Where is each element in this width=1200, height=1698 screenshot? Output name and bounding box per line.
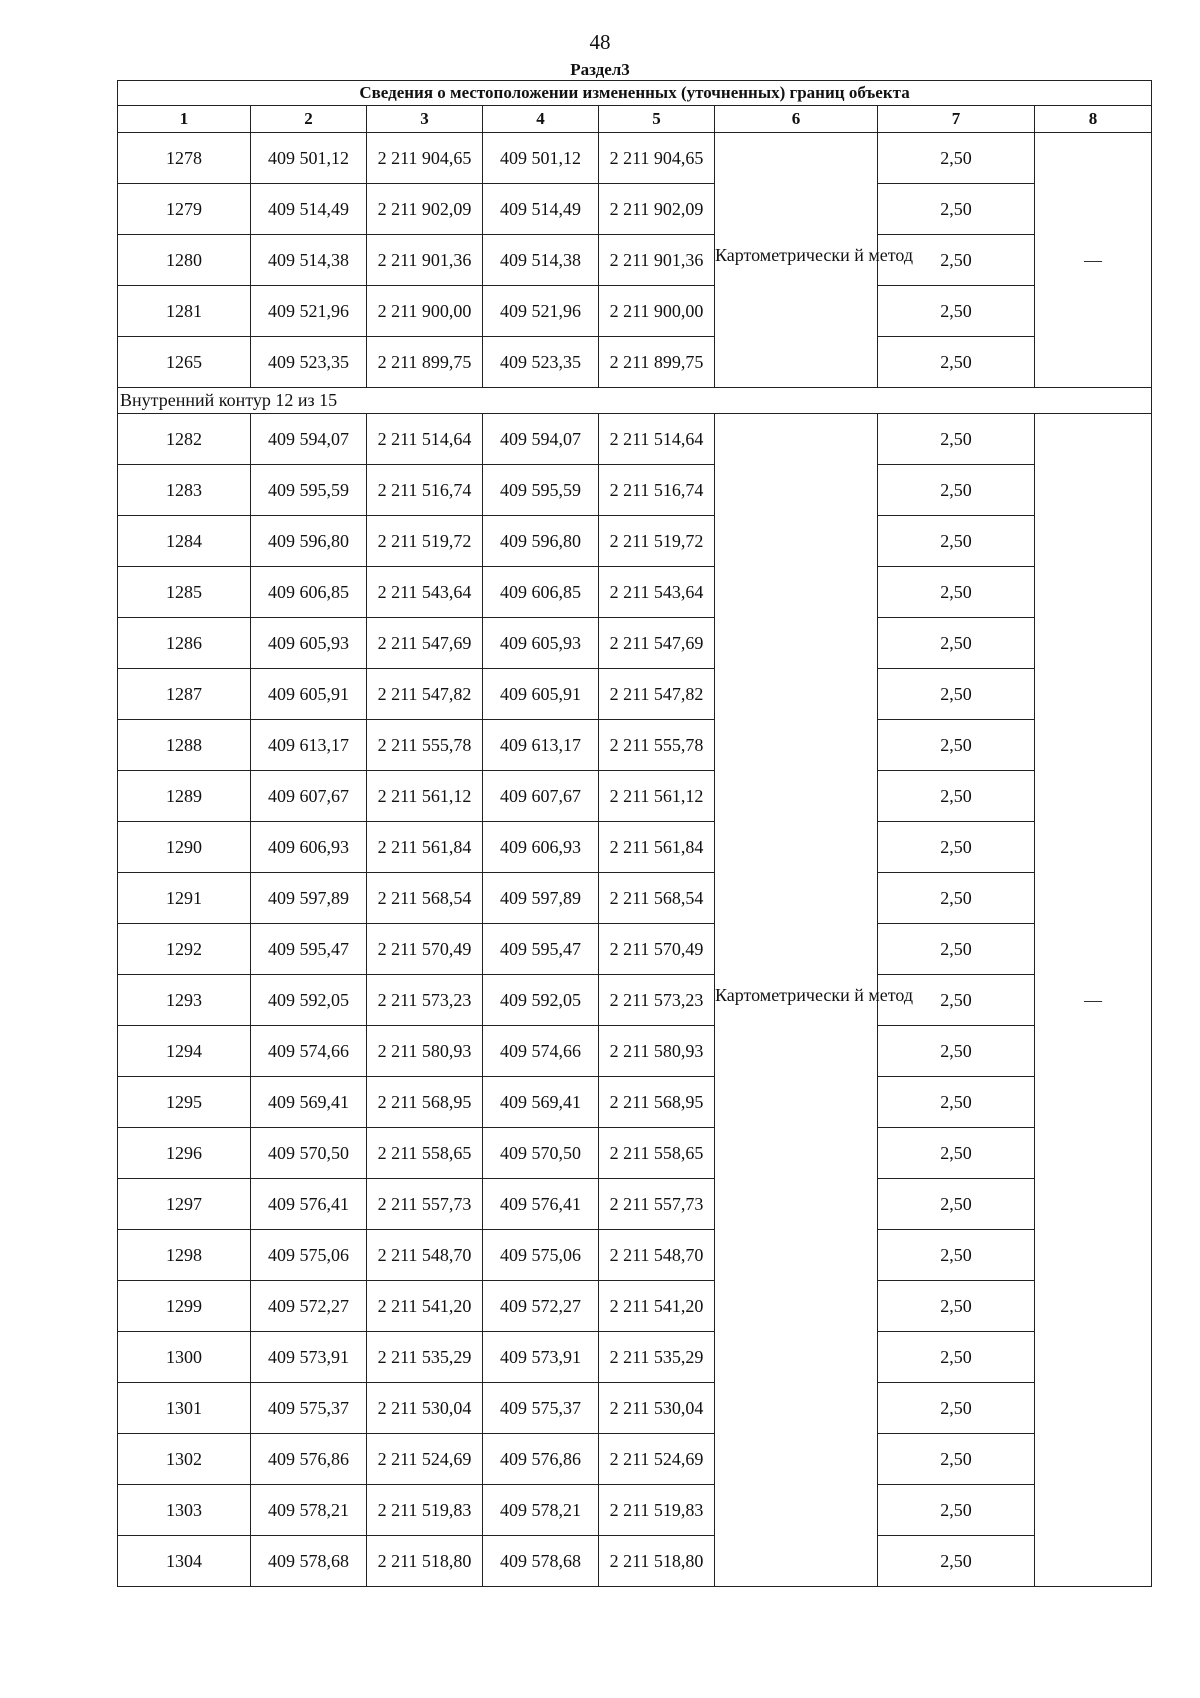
x-new-cell: 409 595,47: [483, 924, 599, 975]
table-row: [118, 618, 1152, 669]
point-number-cell: 1292: [118, 924, 251, 975]
y-existing-cell: 2 211 543,64: [367, 567, 483, 618]
y-existing-cell: 2 211 568,95: [367, 1077, 483, 1128]
x-existing-cell: 409 606,85: [251, 567, 367, 618]
point-number-cell: 1290: [118, 822, 251, 873]
accuracy-cell: 2,50: [878, 133, 1035, 184]
column-header-row: [118, 106, 1152, 133]
table-row: [118, 133, 1152, 184]
table-row: [118, 771, 1152, 822]
x-new-cell: 409 514,49: [483, 184, 599, 235]
x-existing-cell: 409 578,21: [251, 1485, 367, 1536]
x-new-cell: 409 575,06: [483, 1230, 599, 1281]
x-existing-cell: 409 606,93: [251, 822, 367, 873]
x-existing-cell: 409 607,67: [251, 771, 367, 822]
y-existing-cell: 2 211 561,12: [367, 771, 483, 822]
boundary-coordinates-table: [117, 80, 1152, 1587]
y-new-cell: 2 211 570,49: [599, 924, 715, 975]
table-row: [118, 924, 1152, 975]
y-existing-cell: 2 211 561,84: [367, 822, 483, 873]
y-new-cell: 2 211 514,64: [599, 414, 715, 465]
x-existing-cell: 409 575,06: [251, 1230, 367, 1281]
x-new-cell: 409 514,38: [483, 235, 599, 286]
point-number-cell: 1286: [118, 618, 251, 669]
y-new-cell: 2 211 541,20: [599, 1281, 715, 1332]
accuracy-cell: 2,50: [878, 873, 1035, 924]
y-new-cell: 2 211 561,12: [599, 771, 715, 822]
point-number-cell: 1293: [118, 975, 251, 1026]
y-existing-cell: 2 211 548,70: [367, 1230, 483, 1281]
table-row: [118, 184, 1152, 235]
y-existing-cell: 2 211 573,23: [367, 975, 483, 1026]
y-new-cell: 2 211 568,54: [599, 873, 715, 924]
accuracy-cell: 2,50: [878, 618, 1035, 669]
y-new-cell: 2 211 580,93: [599, 1026, 715, 1077]
y-existing-cell: 2 211 902,09: [367, 184, 483, 235]
x-new-cell: 409 607,67: [483, 771, 599, 822]
accuracy-cell: 2,50: [878, 1383, 1035, 1434]
table-row: [118, 720, 1152, 771]
table-row: [118, 1434, 1152, 1485]
x-existing-cell: 409 573,91: [251, 1332, 367, 1383]
table-row: [118, 286, 1152, 337]
x-new-cell: 409 592,05: [483, 975, 599, 1026]
x-new-cell: 409 521,96: [483, 286, 599, 337]
accuracy-cell: 2,50: [878, 720, 1035, 771]
x-new-cell: 409 574,66: [483, 1026, 599, 1077]
column-header-7: 7: [878, 106, 1035, 133]
x-new-cell: 409 594,07: [483, 414, 599, 465]
x-existing-cell: 409 575,37: [251, 1383, 367, 1434]
x-new-cell: 409 576,41: [483, 1179, 599, 1230]
x-new-cell: 409 576,86: [483, 1434, 599, 1485]
y-new-cell: 2 211 568,95: [599, 1077, 715, 1128]
point-number-cell: 1304: [118, 1536, 251, 1587]
y-new-cell: 2 211 547,69: [599, 618, 715, 669]
y-existing-cell: 2 211 558,65: [367, 1128, 483, 1179]
column-header-3: 3: [367, 106, 483, 133]
description-cell: —: [1035, 133, 1152, 388]
x-existing-cell: 409 570,50: [251, 1128, 367, 1179]
accuracy-cell: 2,50: [878, 822, 1035, 873]
contour-label: Внутренний контур 12 из 15: [118, 388, 1152, 414]
point-number-cell: 1291: [118, 873, 251, 924]
y-existing-cell: 2 211 519,72: [367, 516, 483, 567]
x-new-cell: 409 575,37: [483, 1383, 599, 1434]
x-new-cell: 409 578,68: [483, 1536, 599, 1587]
x-new-cell: 409 570,50: [483, 1128, 599, 1179]
y-new-cell: 2 211 530,04: [599, 1383, 715, 1434]
accuracy-cell: 2,50: [878, 235, 1035, 286]
x-new-cell: 409 572,27: [483, 1281, 599, 1332]
y-new-cell: 2 211 555,78: [599, 720, 715, 771]
point-number-cell: 1297: [118, 1179, 251, 1230]
table-row: [118, 1332, 1152, 1383]
accuracy-cell: 2,50: [878, 1536, 1035, 1587]
y-existing-cell: 2 211 900,00: [367, 286, 483, 337]
point-number-cell: 1299: [118, 1281, 251, 1332]
y-existing-cell: 2 211 530,04: [367, 1383, 483, 1434]
y-existing-cell: 2 211 904,65: [367, 133, 483, 184]
x-existing-cell: 409 514,38: [251, 235, 367, 286]
accuracy-cell: 2,50: [878, 924, 1035, 975]
table-caption: Сведения о местоположении измененных (уточненных) границ объекта: [118, 81, 1152, 106]
x-new-cell: 409 501,12: [483, 133, 599, 184]
group-1-body: [118, 133, 1152, 388]
y-new-cell: 2 211 543,64: [599, 567, 715, 618]
y-new-cell: 2 211 899,75: [599, 337, 715, 388]
x-existing-cell: 409 595,59: [251, 465, 367, 516]
x-existing-cell: 409 597,89: [251, 873, 367, 924]
accuracy-cell: 2,50: [878, 465, 1035, 516]
column-header-6: 6: [715, 106, 878, 133]
point-number-cell: 1280: [118, 235, 251, 286]
contour-label-row: [118, 388, 1152, 414]
y-existing-cell: 2 211 524,69: [367, 1434, 483, 1485]
x-existing-cell: 409 605,91: [251, 669, 367, 720]
x-new-cell: 409 605,91: [483, 669, 599, 720]
y-new-cell: 2 211 558,65: [599, 1128, 715, 1179]
accuracy-cell: 2,50: [878, 1179, 1035, 1230]
x-existing-cell: 409 574,66: [251, 1026, 367, 1077]
y-existing-cell: 2 211 555,78: [367, 720, 483, 771]
x-existing-cell: 409 514,49: [251, 184, 367, 235]
accuracy-cell: 2,50: [878, 286, 1035, 337]
x-existing-cell: 409 596,80: [251, 516, 367, 567]
x-new-cell: 409 573,91: [483, 1332, 599, 1383]
x-existing-cell: 409 572,27: [251, 1281, 367, 1332]
point-number-cell: 1282: [118, 414, 251, 465]
method-cell: Картометрически й метод: [715, 414, 878, 1587]
y-existing-cell: 2 211 570,49: [367, 924, 483, 975]
y-new-cell: 2 211 547,82: [599, 669, 715, 720]
point-number-cell: 1285: [118, 567, 251, 618]
y-existing-cell: 2 211 547,69: [367, 618, 483, 669]
table-row: [118, 1281, 1152, 1332]
x-existing-cell: 409 594,07: [251, 414, 367, 465]
x-new-cell: 409 597,89: [483, 873, 599, 924]
accuracy-cell: 2,50: [878, 1077, 1035, 1128]
x-new-cell: 409 595,59: [483, 465, 599, 516]
accuracy-cell: 2,50: [878, 1332, 1035, 1383]
section-title: Раздел3: [570, 60, 630, 79]
accuracy-cell: 2,50: [878, 414, 1035, 465]
point-number-cell: 1283: [118, 465, 251, 516]
y-existing-cell: 2 211 568,54: [367, 873, 483, 924]
table-row: [118, 414, 1152, 465]
point-number-cell: 1300: [118, 1332, 251, 1383]
x-existing-cell: 409 605,93: [251, 618, 367, 669]
table-row: [118, 465, 1152, 516]
accuracy-cell: 2,50: [878, 975, 1035, 1026]
table-row: [118, 567, 1152, 618]
table-row: [118, 975, 1152, 1026]
x-existing-cell: 409 613,17: [251, 720, 367, 771]
y-existing-cell: 2 211 557,73: [367, 1179, 483, 1230]
table-row: [118, 1230, 1152, 1281]
accuracy-cell: 2,50: [878, 1434, 1035, 1485]
table-row: [118, 1485, 1152, 1536]
table-row: [118, 1077, 1152, 1128]
point-number-cell: 1302: [118, 1434, 251, 1485]
table-row: [118, 1179, 1152, 1230]
accuracy-cell: 2,50: [878, 1230, 1035, 1281]
table-row: [118, 1128, 1152, 1179]
table-row: [118, 669, 1152, 720]
x-new-cell: 409 569,41: [483, 1077, 599, 1128]
point-number-cell: 1298: [118, 1230, 251, 1281]
x-new-cell: 409 596,80: [483, 516, 599, 567]
table-caption-row: [118, 81, 1152, 106]
y-new-cell: 2 211 524,69: [599, 1434, 715, 1485]
point-number-cell: 1278: [118, 133, 251, 184]
point-number-cell: 1296: [118, 1128, 251, 1179]
y-existing-cell: 2 211 516,74: [367, 465, 483, 516]
column-header-8: 8: [1035, 106, 1152, 133]
column-header-4: 4: [483, 106, 599, 133]
x-existing-cell: 409 595,47: [251, 924, 367, 975]
accuracy-cell: 2,50: [878, 669, 1035, 720]
y-new-cell: 2 211 561,84: [599, 822, 715, 873]
y-new-cell: 2 211 518,80: [599, 1536, 715, 1587]
point-number-cell: 1279: [118, 184, 251, 235]
y-new-cell: 2 211 573,23: [599, 975, 715, 1026]
description-cell: —: [1035, 414, 1152, 1587]
y-new-cell: 2 211 516,74: [599, 465, 715, 516]
table-row: [118, 235, 1152, 286]
point-number-cell: 1281: [118, 286, 251, 337]
table-row: [118, 873, 1152, 924]
y-new-cell: 2 211 902,09: [599, 184, 715, 235]
accuracy-cell: 2,50: [878, 1128, 1035, 1179]
x-existing-cell: 409 576,41: [251, 1179, 367, 1230]
x-new-cell: 409 606,85: [483, 567, 599, 618]
y-existing-cell: 2 211 901,36: [367, 235, 483, 286]
x-existing-cell: 409 523,35: [251, 337, 367, 388]
group-2-body: [118, 414, 1152, 1587]
accuracy-cell: 2,50: [878, 184, 1035, 235]
accuracy-cell: 2,50: [878, 1281, 1035, 1332]
y-existing-cell: 2 211 547,82: [367, 669, 483, 720]
accuracy-cell: 2,50: [878, 1026, 1035, 1077]
column-header-5: 5: [599, 106, 715, 133]
accuracy-cell: 2,50: [878, 771, 1035, 822]
accuracy-cell: 2,50: [878, 567, 1035, 618]
x-new-cell: 409 606,93: [483, 822, 599, 873]
y-new-cell: 2 211 519,83: [599, 1485, 715, 1536]
column-header-1: 1: [118, 106, 251, 133]
x-existing-cell: 409 521,96: [251, 286, 367, 337]
y-existing-cell: 2 211 580,93: [367, 1026, 483, 1077]
accuracy-cell: 2,50: [878, 516, 1035, 567]
table-row: [118, 1536, 1152, 1587]
y-new-cell: 2 211 900,00: [599, 286, 715, 337]
y-existing-cell: 2 211 519,83: [367, 1485, 483, 1536]
point-number-cell: 1284: [118, 516, 251, 567]
y-new-cell: 2 211 519,72: [599, 516, 715, 567]
x-existing-cell: 409 569,41: [251, 1077, 367, 1128]
y-existing-cell: 2 211 541,20: [367, 1281, 483, 1332]
method-cell: Картометрически й метод: [715, 133, 878, 388]
x-existing-cell: 409 592,05: [251, 975, 367, 1026]
point-number-cell: 1288: [118, 720, 251, 771]
y-existing-cell: 2 211 535,29: [367, 1332, 483, 1383]
y-existing-cell: 2 211 518,80: [367, 1536, 483, 1587]
table-row: [118, 1026, 1152, 1077]
x-existing-cell: 409 501,12: [251, 133, 367, 184]
contour-label-body: [118, 388, 1152, 414]
table-row: [118, 516, 1152, 567]
point-number-cell: 1294: [118, 1026, 251, 1077]
accuracy-cell: 2,50: [878, 337, 1035, 388]
table-row: [118, 822, 1152, 873]
x-new-cell: 409 523,35: [483, 337, 599, 388]
table-row: [118, 337, 1152, 388]
point-number-cell: 1303: [118, 1485, 251, 1536]
y-new-cell: 2 211 904,65: [599, 133, 715, 184]
x-new-cell: 409 613,17: [483, 720, 599, 771]
column-header-2: 2: [251, 106, 367, 133]
y-existing-cell: 2 211 514,64: [367, 414, 483, 465]
point-number-cell: 1287: [118, 669, 251, 720]
point-number-cell: 1301: [118, 1383, 251, 1434]
x-existing-cell: 409 578,68: [251, 1536, 367, 1587]
x-new-cell: 409 578,21: [483, 1485, 599, 1536]
accuracy-cell: 2,50: [878, 1485, 1035, 1536]
x-new-cell: 409 605,93: [483, 618, 599, 669]
point-number-cell: 1289: [118, 771, 251, 822]
page-number: 48: [589, 30, 611, 54]
x-existing-cell: 409 576,86: [251, 1434, 367, 1485]
table-row: [118, 1383, 1152, 1434]
y-new-cell: 2 211 557,73: [599, 1179, 715, 1230]
y-new-cell: 2 211 901,36: [599, 235, 715, 286]
point-number-cell: 1295: [118, 1077, 251, 1128]
y-new-cell: 2 211 548,70: [599, 1230, 715, 1281]
y-new-cell: 2 211 535,29: [599, 1332, 715, 1383]
y-existing-cell: 2 211 899,75: [367, 337, 483, 388]
point-number-cell: 1265: [118, 337, 251, 388]
